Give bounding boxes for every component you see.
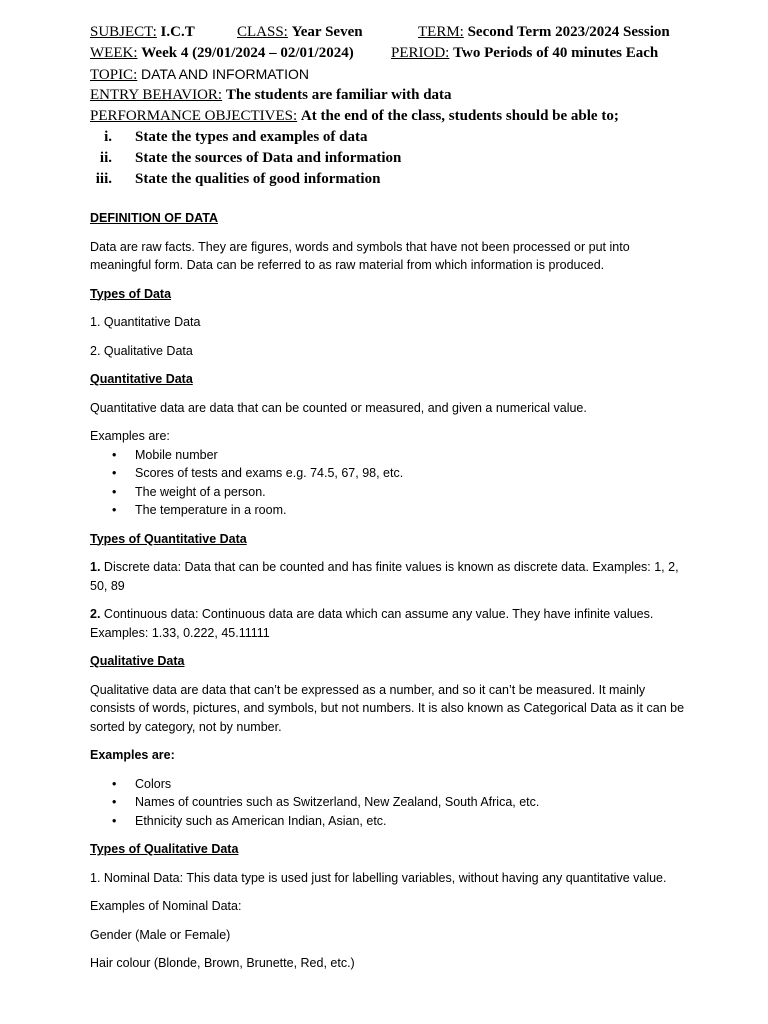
period-field xyxy=(391,43,658,64)
list-item-text: Colors xyxy=(135,776,172,791)
week-value: Week 4 (29/01/2024 – 02/01/2024) xyxy=(141,45,354,61)
objective-item xyxy=(90,127,690,148)
objective-number: i. xyxy=(104,129,112,145)
term-label: TERM: xyxy=(418,24,464,40)
objectives-list xyxy=(90,127,690,190)
quantitative-examples-list xyxy=(90,446,690,520)
week-field xyxy=(90,43,354,64)
quantitative-definition: Quantitative data are data that can be counted or measured, and given a numerical value. xyxy=(90,400,587,415)
objective-text: State the types and examples of data xyxy=(135,129,368,145)
bullet-icon: • xyxy=(112,813,117,828)
bullet-icon: • xyxy=(112,484,117,499)
list-item-text: Mobile number xyxy=(135,447,218,462)
list-item xyxy=(90,446,690,465)
nominal-example: Gender (Male or Female) xyxy=(90,927,231,942)
objective-text: State the sources of Data and information xyxy=(135,150,402,166)
subject-field xyxy=(90,22,195,43)
qualitative-data-heading: Qualitative Data xyxy=(90,654,185,668)
bullet-icon: • xyxy=(112,447,117,462)
bullet-icon: • xyxy=(112,466,117,480)
objective-number: iii. xyxy=(95,171,112,187)
class-field xyxy=(237,22,363,43)
continuous-data-paragraph xyxy=(90,605,690,642)
definition-heading: DEFINITION OF DATA xyxy=(90,211,218,225)
class-label: CLASS: xyxy=(237,24,288,40)
quantitative-examples-label: Examples are: xyxy=(90,429,170,443)
header-row-2 xyxy=(90,43,690,64)
types-of-data-heading: Types of Data xyxy=(90,286,172,301)
nominal-example: Hair colour (Blonde, Brown, Brunette, Red, etc.) xyxy=(90,956,355,970)
objective-item xyxy=(90,169,690,190)
objective-item xyxy=(90,148,690,169)
list-item-text: Scores of tests and exams e.g. 74.5, 67, 98, etc. xyxy=(135,466,404,480)
week-label: WEEK: xyxy=(90,45,138,61)
type-item: 2. Qualitative Data xyxy=(90,343,193,358)
definition-paragraph: Data are raw facts. They are figures, words and symbols that have not been processed or put into meaningful form. Data can be referred to as raw material from which information is produced. xyxy=(90,239,630,272)
qualitative-definition: Qualitative data are data that can’t be expressed as a number, and so it can’t be measured. It mainly consists of words, pictures, and symbols, but not numbers. It is also known as Categorical Data as it can be sorted by category, not by number. xyxy=(90,682,685,734)
list-item xyxy=(90,793,690,812)
period-value: Two Periods of 40 minutes Each xyxy=(453,45,659,61)
bullet-icon: • xyxy=(112,795,117,809)
objective-number: ii. xyxy=(99,150,112,166)
nominal-data-paragraph: 1. Nominal Data: This data type is used just for labelling variables, without having any quantitative value. xyxy=(90,870,667,885)
objective-text: State the qualities of good information xyxy=(135,171,381,187)
qualitative-examples-list xyxy=(90,775,690,831)
continuous-number: 2. xyxy=(90,607,101,621)
subject-label: SUBJECT: xyxy=(90,24,157,40)
list-item xyxy=(90,483,690,502)
qualitative-examples-label: Examples are: xyxy=(90,748,175,762)
list-item-text: Names of countries such as Switzerland, New Zealand, South Africa, etc. xyxy=(135,795,540,809)
discrete-number: 1. xyxy=(90,560,101,574)
topic-value: DATA AND INFORMATION xyxy=(140,66,309,82)
quantitative-data-heading: Quantitative Data xyxy=(90,372,193,386)
entry-behavior-row xyxy=(90,85,690,106)
types-of-quantitative-heading: Types of Quantitative Data xyxy=(90,531,247,546)
objectives-label: PERFORMANCE OBJECTIVES: xyxy=(90,108,298,124)
bullet-icon: • xyxy=(112,503,117,517)
discrete-data-paragraph xyxy=(90,558,690,595)
term-field xyxy=(418,22,670,43)
continuous-text: Continuous data: Continuous data are data which can assume any value. They have infinite values. Examples: 1.33, 0.222, 45.11111 xyxy=(90,607,654,640)
list-item xyxy=(90,812,690,831)
topic-label: TOPIC: xyxy=(90,67,138,83)
entry-label: ENTRY BEHAVIOR: xyxy=(90,87,223,103)
discrete-text: Discrete data: Data that can be counted and has finite values is known as discrete data. Examples: 1, 2, 50, 89 xyxy=(90,560,679,593)
topic-row xyxy=(90,64,690,85)
nominal-examples-label: Examples of Nominal Data: xyxy=(90,899,242,913)
objectives-value: At the end of the class, students should be able to; xyxy=(300,108,619,124)
list-item-text: Ethnicity such as American Indian, Asian, etc. xyxy=(135,813,387,828)
list-item xyxy=(90,775,690,794)
entry-value: The students are familiar with data xyxy=(225,87,452,103)
subject-value: I.C.T xyxy=(160,24,195,40)
bullet-icon: • xyxy=(112,776,117,791)
types-of-qualitative-heading: Types of Qualitative Data xyxy=(90,842,239,856)
list-item xyxy=(90,501,690,520)
lesson-body xyxy=(90,209,690,973)
list-item xyxy=(90,464,690,483)
term-value: Second Term 2023/2024 Session xyxy=(467,24,670,40)
type-item: 1. Quantitative Data xyxy=(90,315,201,329)
period-label: PERIOD: xyxy=(391,45,450,61)
lesson-note-page xyxy=(90,22,690,973)
header-row-1 xyxy=(90,22,690,43)
objectives-row xyxy=(90,106,690,127)
list-item-text: The weight of a person. xyxy=(135,484,266,499)
class-value: Year Seven xyxy=(291,24,363,40)
list-item-text: The temperature in a room. xyxy=(135,503,287,517)
